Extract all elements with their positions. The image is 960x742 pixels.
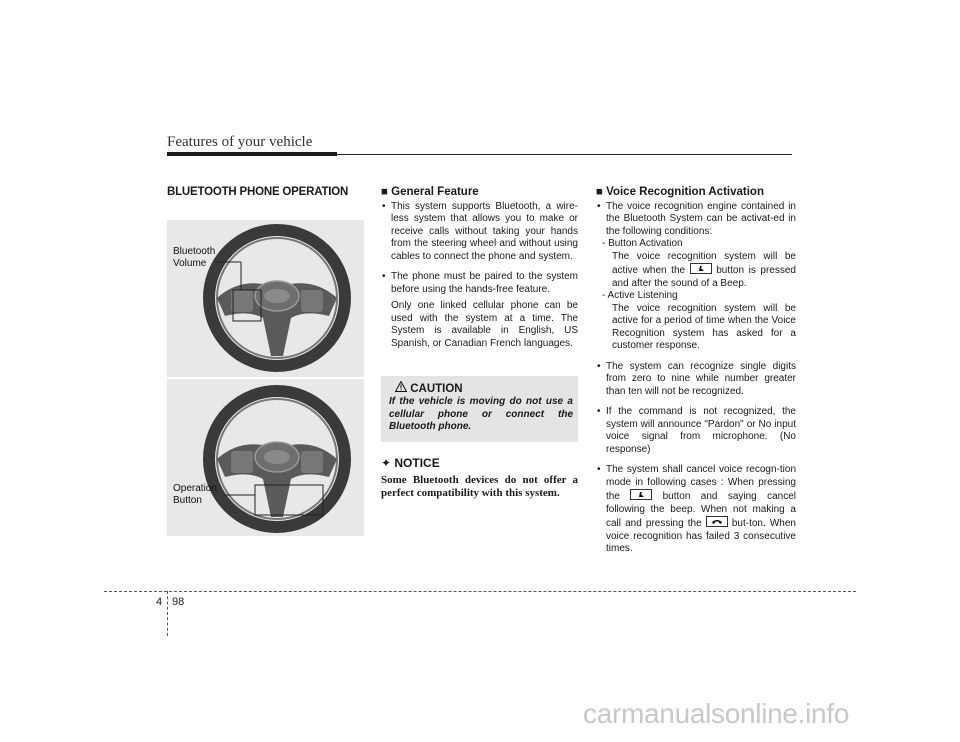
caution-box xyxy=(381,376,578,442)
footer-rule xyxy=(104,591,856,592)
voice-talk-icon xyxy=(690,263,712,274)
button-activation-text-a: The voice recognition system will be active when the xyxy=(612,250,796,276)
steering-wheel-illustration xyxy=(167,379,364,536)
bullet-dot: • xyxy=(597,360,601,372)
general-bullet-2: The phone must be paired to the system before using the hands-free feature. xyxy=(391,271,578,295)
section-heading: BLUETOOTH PHONE OPERATION xyxy=(167,186,349,198)
button-activation-text-b: button is pressed and after the sound of a Beep. xyxy=(612,265,796,289)
active-listening-title: - Active Listening xyxy=(602,290,678,301)
voice-bullet-2: The system can recognize single digits from zero to nine while number greater than ten will not be recognized. xyxy=(606,360,796,397)
bullet-dot: • xyxy=(597,464,601,475)
voice-bullet-4c: but-ton. When voice recognition has failed 3 consecutive times. xyxy=(606,518,796,554)
header-rule xyxy=(337,154,792,155)
voice-talk-icon xyxy=(630,489,652,500)
active-listening-text: The voice recognition system will be active for a period of time when the Voice Recognition system has asked for a customer response. xyxy=(612,302,796,351)
voice-intro: The voice recognition engine contained in the Bluetooth System can be activat-ed in the following conditions: xyxy=(606,200,796,237)
bullet-dot: • xyxy=(597,200,601,212)
list-item xyxy=(596,464,796,556)
list-item xyxy=(596,406,796,456)
notice-title: ✦ NOTICE xyxy=(381,456,440,470)
chapter-number: 4 xyxy=(156,596,163,608)
list-item xyxy=(381,271,578,296)
voice-bullet-4a: The system shall cancel voice recogn-tion mode in following cases : When pressing the xyxy=(606,464,796,502)
steering-wheel-figure-top xyxy=(167,220,364,377)
header-bar xyxy=(167,152,337,156)
steering-wheel-illustration xyxy=(167,220,364,377)
list-item xyxy=(381,201,578,264)
notice-text: Some Bluetooth devices do not offer a perfect compatibility with this system. xyxy=(381,474,578,499)
bullet-dot: • xyxy=(597,406,601,417)
voice-bullet-4b: button and saying cancel following the beep. When not making a call and pressing the xyxy=(606,491,796,529)
general-bullet-1: This system supports Bluetooth, a wire-less system that allows you to make or receive calls without taking your hands from the steering wheel and without using cables to connect the phone and system. xyxy=(391,200,578,262)
bluetooth-volume-label: Bluetooth Volume xyxy=(173,246,216,269)
caution-title xyxy=(395,381,463,395)
voice-recognition-section xyxy=(596,186,796,564)
general-feature-section xyxy=(381,186,578,356)
phone-end-icon xyxy=(706,516,728,527)
steering-wheel-figure-bottom xyxy=(167,379,364,536)
voice-recognition-heading: ■ Voice Recognition Activation xyxy=(596,186,764,198)
general-feature-heading: ■ General Feature xyxy=(381,186,479,198)
operation-button-label: Operation Button xyxy=(173,483,217,506)
list-item xyxy=(596,361,796,399)
bullet-dot: • xyxy=(382,271,386,282)
caution-title-text: CAUTION xyxy=(410,383,463,395)
caution-text: If the vehicle is moving do not use a cellular phone or connect the Bluetooth phone. xyxy=(389,396,573,432)
bullet-dot: • xyxy=(382,200,386,212)
general-paragraph: Only one linked cellular phone can be used with the system at a time. The System is available in English, US Spanish, or Canadian French languages. xyxy=(391,300,578,349)
watermark: carmanualsonline.info xyxy=(583,698,850,729)
button-activation-title: - Button Activation xyxy=(602,238,683,249)
page-header-title: Features of your vehicle xyxy=(167,134,313,150)
warning-triangle-icon xyxy=(395,383,410,395)
list-item xyxy=(596,201,796,239)
button-activation-text xyxy=(596,251,796,291)
footer-vertical-rule xyxy=(167,591,168,636)
voice-bullet-3: If the command is not recognized, the system will announce "Pardon" or No input voice signal from microphone. (No response) xyxy=(606,406,796,455)
page-number: 98 xyxy=(172,596,185,608)
